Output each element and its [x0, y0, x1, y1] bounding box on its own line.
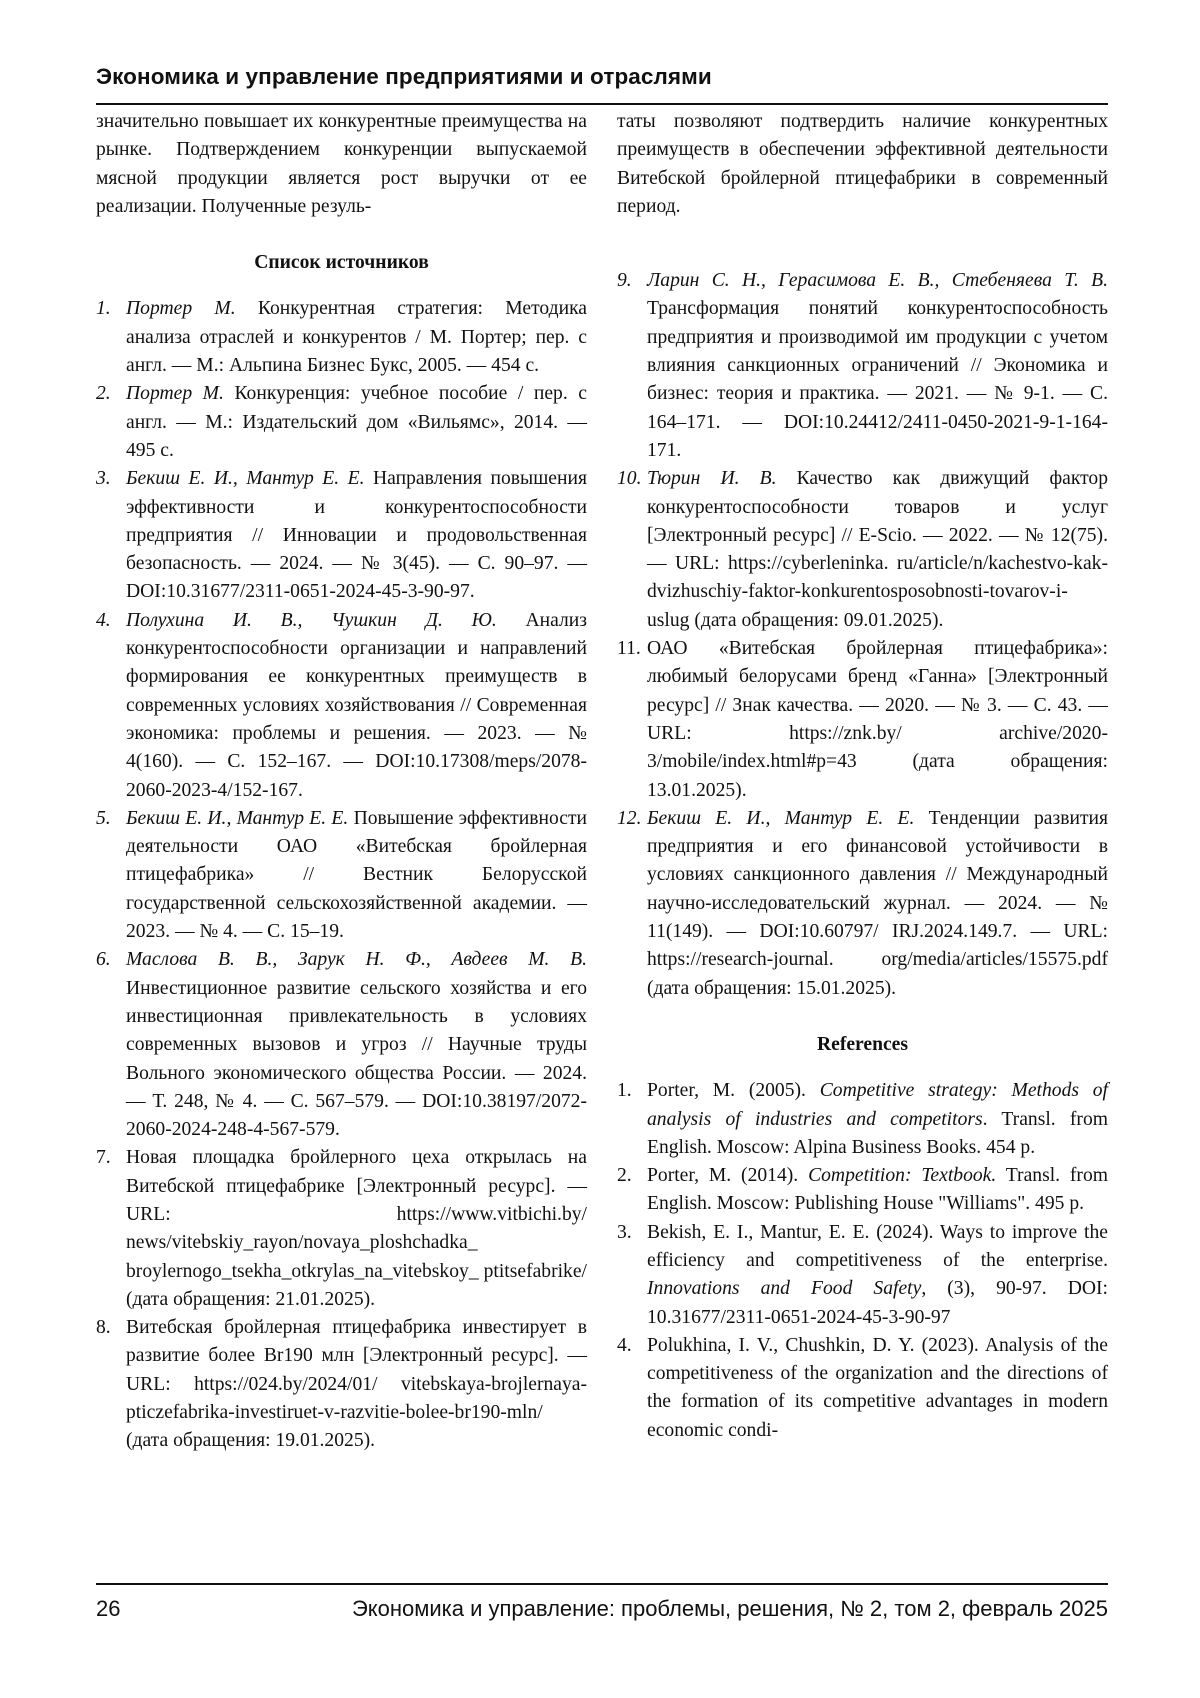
right-column — [617, 108, 1108, 1445]
source-number: 7. — [96, 1144, 111, 1172]
sources-list-right — [617, 267, 1108, 1003]
source-text: Трансформация понятий конкурентоспособность предприятия и производимой им продукции с учетом влияния санкционных ограничений // Экономика и бизнес: теория и практика. — 2021. — № 9-1. — С. 164–171. — DOI:10.24412/2411-0450-2021-9-1-164-171. — [647, 298, 1108, 460]
page-number: 26 — [96, 1596, 120, 1622]
source-authors: Портер М. — [126, 298, 236, 319]
reference-title: Competition: Textbook. — [808, 1165, 996, 1186]
source-number: 9. — [617, 267, 632, 295]
source-item — [96, 946, 587, 1144]
source-authors: Бекиш Е. И., Мантур Е. Е. — [647, 808, 914, 829]
intro-paragraph-right: таты позволяют подтвердить наличие конкурентных преимуществ в обеспечении эффективной деятельности Витебской бройлерной птицефабрики в современный период. — [617, 108, 1108, 221]
source-text: Новая площадка бройлерного цеха открылась на Витебской птицефабрике [Электронный ресурс]. — URL: https://www.vitbichi.by/ news/vitebskiy_rayon/novaya_ploshchadka_ broylernogo_tsekha_otkrylas_na_vitebskoy_ ptitsefabrike/ (дата обращения: 21.01.2025). — [126, 1147, 587, 1309]
source-number: 6. — [96, 946, 111, 974]
source-item — [96, 295, 587, 380]
reference-title: Innovations and Food Safety — [647, 1278, 921, 1299]
reference-text: Porter, M. (2014). — [647, 1165, 808, 1186]
reference-number: 4. — [617, 1332, 632, 1360]
reference-item — [617, 1219, 1108, 1332]
source-number: 4. — [96, 607, 111, 635]
reference-item — [617, 1162, 1108, 1219]
source-number: 5. — [96, 805, 111, 833]
reference-text: Porter, M. (2005). — [647, 1080, 820, 1101]
reference-text: Bekish, E. I., Mantur, E. E. (2024). Ways to improve the efficiency and competitiveness of the enterprise. — [647, 1222, 1108, 1271]
source-text: Направления повышения эффективности и конкурентоспособности предприятия // Инновации и продовольственная безопасность. — 2024. — № 3(45). — С. 90–97. — DOI:10.31677/2311-0651-2024-45-3-90-97. — [126, 468, 587, 602]
source-number: 1. — [96, 295, 111, 323]
source-item — [617, 267, 1108, 465]
source-item — [96, 465, 587, 606]
reference-number: 3. — [617, 1219, 632, 1247]
source-item — [96, 1144, 587, 1314]
source-text: Качество как движущий фактор конкурентоспособности товаров и услуг [Электронный ресурс] // E-Scio. — 2022. — № 12(75). — URL: https://cyberleninka. ru/article/n/kachestvo-kak-dvizhuschiy-faktor-konkurentosposobnosti-tovarov-i-uslug (дата обращения: 09.01.2025). — [647, 468, 1108, 630]
references-list — [617, 1077, 1108, 1445]
source-text: Анализ конкурентоспособности организации и направлений формирования ее конкурентных преимуществ в современных условиях хозяйствования // Современная экономика: проблемы и решения. — 2023. — № 4(160). — С. 152–167. — DOI:10.17308/meps/2078-2060-2023-4/152-167. — [126, 610, 587, 801]
reference-item — [617, 1077, 1108, 1162]
source-item — [96, 1314, 587, 1455]
reference-details: Transl. from English. Moscow: Publishing House "Williams". 495 p. — [647, 1165, 1108, 1214]
footer-rule — [96, 1583, 1108, 1585]
source-text: Конкуренция: учебное пособие / пер. с англ. — М.: Издательский дом «Вильямс», 2014. — 495 с. — [126, 383, 587, 461]
source-item — [617, 465, 1108, 635]
source-item — [617, 805, 1108, 1003]
journal-info: Экономика и управление: проблемы, решения, № 2, том 2, февраль 2025 — [352, 1596, 1108, 1622]
source-item — [96, 607, 587, 805]
source-authors: Бекиш Е. И., Мантур Е. Е. — [126, 468, 365, 489]
reference-details: , (3), 90-97. DOI: 10.31677/2311-0651-2024-45-3-90-97 — [647, 1278, 1108, 1327]
references-heading: References — [617, 1031, 1108, 1059]
source-number: 2. — [96, 380, 111, 408]
sources-heading: Список источников — [96, 249, 587, 277]
source-text: Повышение эффективности деятельности ОАО «Витебская бройлерная птицефабрика» // Вестник Белорусской государственной сельскохозяйственной академии. — 2023. — № 4. — С. 15–19. — [126, 808, 587, 942]
source-authors: Ларин С. Н., Герасимова Е. В., Стебеняева Т. В. — [647, 270, 1108, 291]
source-authors: Маслова В. В., Зарук Н. Ф., Авдеев М. В. — [126, 949, 587, 970]
source-number: 10. — [617, 465, 642, 493]
reference-number: 1. — [617, 1077, 632, 1105]
source-text: ОАО «Витебская бройлерная птицефабрика»: любимый белорусами бренд «Ганна» [Электронный ресурс] // Знак качества. — 2020. — № 3. — С. 43. — URL: https://znk.by/ archive/2020-3/mobile/index.html#p=43 (дата обращения: 13.01.2025). — [647, 638, 1108, 800]
source-number: 3. — [96, 465, 111, 493]
reference-title: Competitive strategy: Methods of analysis of industries and competitors — [647, 1080, 1108, 1129]
source-item — [96, 805, 587, 946]
source-authors: Тюрин И. В. — [647, 468, 776, 489]
left-column — [96, 108, 587, 1456]
source-authors: Полухина И. В., Чушкин Д. Ю. — [126, 610, 497, 631]
source-number: 8. — [96, 1314, 111, 1342]
source-number: 12. — [617, 805, 642, 833]
source-authors: Портер М. — [126, 383, 224, 404]
source-number: 11. — [617, 635, 641, 663]
source-authors: Бекиш Е. И., Мантур Е. Е. — [126, 808, 348, 829]
header-rule — [96, 103, 1108, 105]
running-head: Экономика и управление предприятиями и отраслями — [96, 64, 1108, 90]
sources-list-left — [96, 295, 587, 1455]
source-item — [96, 380, 587, 465]
reference-number: 2. — [617, 1162, 632, 1190]
source-text: Конкурентная стратегия: Методика анализа отраслей и конкурентов / М. Портер; пер. с англ. — М.: Альпина Бизнес Букс, 2005. — 454 с. — [126, 298, 587, 376]
reference-item — [617, 1332, 1108, 1445]
source-text: Тенденции развития предприятия и его финансовой устойчивости в условиях санкционного давления // Международный научно-исследовательский журнал. — 2024. — № 11(149). — DOI:10.60797/ IRJ.2024.149.7. — URL: https://research-journal. org/media/articles/15575.pdf (дата обращения: 15.01.2025). — [647, 808, 1108, 999]
reference-text: Polukhina, I. V., Chushkin, D. Y. (2023). Analysis of the competitiveness of the organization and the directions of the formation of its competitive advantages in modern economic condi- — [647, 1335, 1108, 1441]
source-item — [617, 635, 1108, 805]
intro-paragraph-left: значительно повышает их конкурентные преимущества на рынке. Подтверждением конкуренции выпускаемой мясной продукции является рост выручки от ее реализации. Полученные резуль- — [96, 108, 587, 221]
source-text: Витебская бройлерная птицефабрика инвестирует в развитие более Br190 млн [Электронный ресурс]. — URL: https://024.by/2024/01/ vitebskaya-brojlernaya-pticzefabrika-investiruet-v-razvitie-bolee-br190-mln/ (дата обращения: 19.01.2025). — [126, 1317, 587, 1451]
reference-details: . Transl. from English. Moscow: Alpina Business Books. 454 p. — [647, 1109, 1108, 1158]
source-text: Инвестиционное развитие сельского хозяйства и его инвестиционная привлекательность в условиях современных вызовов и угроз // Научные труды Вольного экономического общества России. — 2024. — Т. 248, № 4. — С. 567–579. — DOI:10.38197/2072-2060-2024-248-4-567-579. — [126, 978, 587, 1140]
